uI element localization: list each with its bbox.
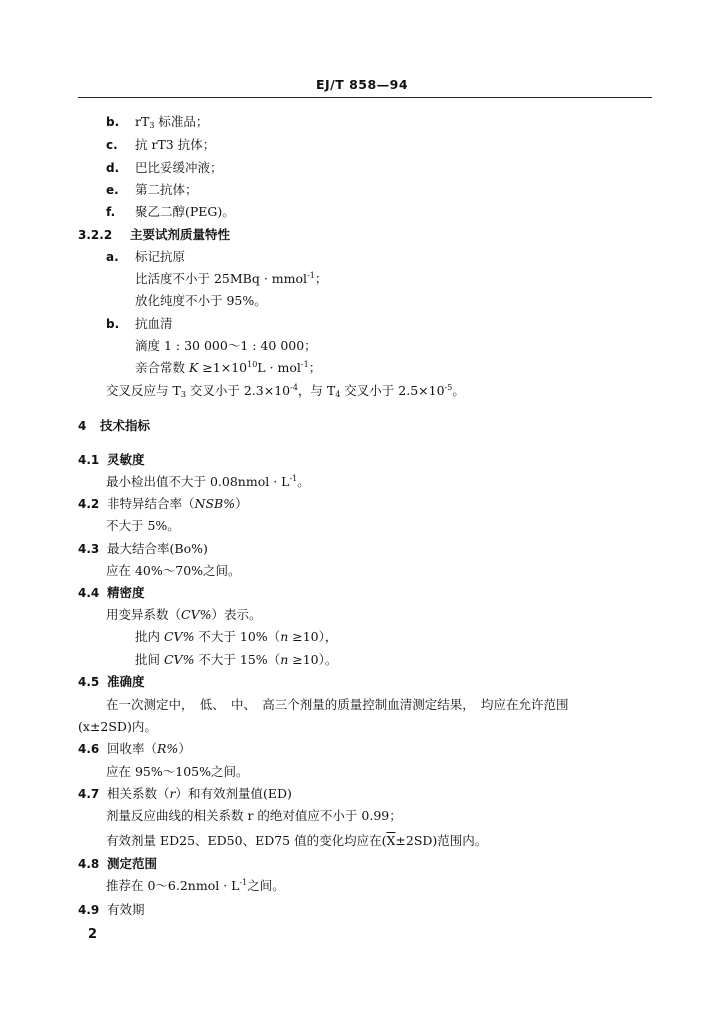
section-4-1-heading: 4.1 灵敏度: [78, 452, 145, 467]
section-4-6-heading: 4.6 回收率（R%）: [78, 741, 191, 756]
intra-assay-text: 批内 CV% 不大于 10%（n ≥10），: [135, 629, 338, 644]
correlation-text: 剂量反应曲线的相关系数 r 的绝对值应不小于 0.99；: [106, 808, 402, 823]
subitem-b-label: b. 抗血清: [106, 316, 173, 331]
measurement-range-text: 推荐在 0～6.2nmol · $L^{-1}$之间。: [106, 878, 285, 893]
section-4-2-heading: 4.2 非特异结合率（NSB%）: [78, 496, 248, 511]
cross-reaction-text: 交叉反应与 $T_3$ 交叉小于 $2.3\times 10^{-4}$，与 $T_4$ 交叉小于 $2.5\times 10^{-5}$。: [106, 383, 465, 399]
section-4-heading: 4 技术指标: [78, 418, 151, 433]
titer-text: 滴度 1 : 30 000～1 : 40 000；: [135, 338, 317, 353]
section-4-5-heading: 4.5 准确度: [78, 674, 145, 689]
nsb-text: 不大于 5%。: [106, 518, 180, 533]
page-number: 2: [88, 927, 98, 942]
section-4-7-heading: 4.7 相关系数（r）和有效剂量值(ED): [78, 786, 292, 801]
section-3-2-2-heading: 3.2.2 主要试剂质量特性: [78, 227, 231, 242]
list-item-d: d. 巴比妥缓冲液；: [106, 160, 223, 175]
list-marker: e.: [106, 183, 119, 197]
specific-activity-text: 比活度不小于 25MBq · mmol$^{-1}$；: [135, 271, 328, 286]
accuracy-text-line2: (x±2SD)内。: [78, 719, 157, 734]
inter-assay-text: 批间 CV% 不大于 15%（n ≥10）。: [135, 652, 338, 667]
section-4-4-heading: 4.4 精密度: [78, 585, 145, 600]
radiochemical-purity-text: 放化纯度不小于 95%。: [135, 293, 267, 308]
precision-text: 用变异系数（CV%）表示。: [106, 607, 262, 622]
accuracy-text-line1: 在一次测定中， 低、 中、 高三个剂量的质量控制血清测定结果， 均应在允许范围: [106, 697, 569, 712]
section-4-3-heading: 4.3 最大结合率(Bo%): [78, 541, 208, 556]
list-marker: c.: [106, 138, 118, 152]
recovery-text: 应在 95%～105%之间。: [106, 764, 249, 779]
list-marker: f.: [106, 205, 116, 219]
list-marker: b.: [106, 115, 120, 129]
list-marker: d.: [106, 161, 120, 175]
effective-dose-text: 有效剂量 ED25、ED50、ED75 值的变化均应在$(\overline{X}\pm 2SD)$范围内。: [106, 833, 488, 848]
affinity-constant-text: 亲合常数 $K \ge 1\times 10^{10}L \cdot mol^{-1}$；: [135, 360, 322, 375]
header-rule: [78, 97, 652, 98]
subitem-a-label: a. 标记抗原: [106, 249, 186, 264]
list-item-c: c. 抗 rT3 抗体；: [106, 137, 216, 152]
list-item-f: f. 聚乙二醇(PEG)。: [106, 204, 235, 219]
max-binding-text: 应在 40%～70%之间。: [106, 563, 241, 578]
list-item-e: e. 第二抗体；: [106, 182, 198, 197]
document-code-header: EJ/T 858—94: [315, 77, 409, 92]
sensitivity-text: 最小检出值不大于 0.08nmol · $L^{-1}$。: [106, 474, 310, 489]
list-item-b: b. $rT_3$ 标准品；: [106, 114, 209, 130]
section-4-9-heading: 4.9 有效期: [78, 902, 145, 917]
section-4-8-heading: 4.8 测定范围: [78, 856, 158, 871]
